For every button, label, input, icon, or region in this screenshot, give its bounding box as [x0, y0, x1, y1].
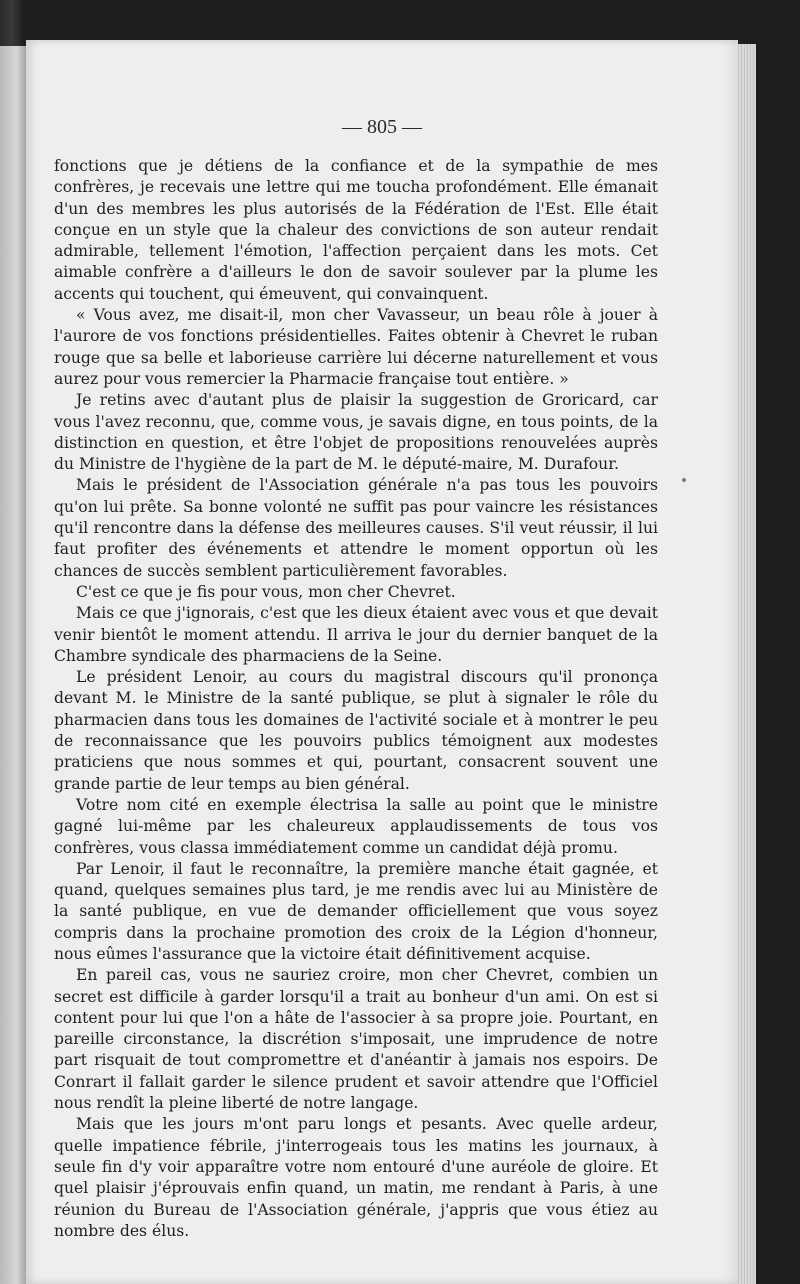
paragraph: « Vous avez, me disait-il, mon cher Vavasseur, un beau rôle à jouer à l'aurore de vos fonctions présidentielles. Faites obtenir à Chevret le ruban rouge que sa belle et laborieuse carrière lui décerne naturellement et vous aurez pour vous remercier la Pharmacie française tout entière. »: [54, 306, 658, 388]
paragraph: Mais ce que j'ignorais, c'est que les dieux étaient avec vous et que devait venir bientôt le moment attendu. Il arriva le jour du dernier banquet de la Chambre syndicale des pharmaciens de la Seine.: [54, 604, 658, 665]
facing-page-edge: [0, 46, 28, 1284]
paragraph: En pareil cas, vous ne sauriez croire, mon cher Chevret, combien un secret est difficile à garder lorsqu'il a trait au bonheur d'un ami. On est si content pour lui que l'on a hâte de l'associer à sa propre joie. Pourtant, en pareille circonstance, la discrétion s'imposait, une imprudence de notre part risquait de tout compromettre et d'anéantir à jamais nos espoirs. De Conrart il fallait garder le silence prudent et savoir attendre que l'Officiel nous rendît la pleine liberté de notre langage.: [54, 966, 658, 1113]
book-page: [26, 40, 738, 1284]
paragraph: Par Lenoir, il faut le reconnaître, la première manche était gagnée, et quand, quelques semaines plus tard, je me rendis avec lui au Ministère de la santé publique, en vue de demander officiellement que vous soyez compris dans la prochaine promotion des croix de la Légion d'honneur, nous eûmes l'assurance que la victoire était définitivement acquise.: [54, 859, 658, 963]
paragraph: Mais que les jours m'ont paru longs et pesants. Avec quelle ardeur, quelle impatience fébrile, j'interrogeais tous les matins les journaux, à seule fin d'y voir apparaître votre nom entouré d'une auréole de gloire. Et quel plaisir j'éprouvais enfin quand, un matin, me rendant à Paris, à une réunion du Bureau de l'Association générale, j'appris que vous étiez au nombre des élus.: [54, 1115, 658, 1240]
paragraph: fonctions que je détiens de la confiance et de la sympathie de mes confrères, je recevais une lettre qui me toucha profondément. Elle émanait d'un des membres les plus autorisés de la Fédération de l'Est. Elle était conçue en un style que la chaleur des convictions de son auteur rendait admirable, tellement l'émotion, l'affection perçaient dans les mots. Cet aimable confrère a d'ailleurs le don de savoir soulever par la plume les accents qui touchent, qui émeuvent, qui convainquent.: [54, 157, 658, 303]
page-stack-edges: [736, 44, 756, 1284]
page-number: — 805 —: [342, 116, 422, 138]
paragraph: Votre nom cité en exemple électrisa la salle au point que le ministre gagné lui-même par les chaleureux applaudissements de tous vos confrères, vous classa immédiatement comme un candidat déjà promu.: [54, 795, 658, 857]
paper-speck: [682, 478, 686, 482]
paragraph: C'est ce que je fis pour vous, mon cher Chevret.: [76, 582, 456, 601]
paragraph: Je retins avec d'autant plus de plaisir la suggestion de Groricard, car vous l'avez reconnu, que, comme vous, je savais digne, en tous points, de la distinction en question, et être l'objet de propositions renouvelées auprès du Ministre de l'hygiène de la part de M. le député-maire, M. Durafour.: [54, 391, 658, 474]
body-text: [54, 156, 658, 1242]
paragraph: Mais le président de l'Association générale n'a pas tous les pouvoirs qu'on lui prête. Sa bonne volonté ne suffit pas pour vaincre les résistances qu'il rencontre dans la défense des meilleures causes. S'il veut réussir, il lui faut profiter des événements et attendre le moment opportun où les chances de succès semblent particulièrement favorables.: [54, 476, 658, 580]
paragraph: Le président Lenoir, au cours du magistral discours qu'il prononça devant M. le Ministre de la santé publique, se plut à signaler le rôle du pharmacien dans tous les domaines de l'activité sociale et à montrer le peu de reconnaissance que les pouvoirs publics témoignent aux modestes praticiens que nous sommes et qui, pourtant, consacrent souvent une grande partie de leur temps au bien général.: [54, 668, 658, 793]
